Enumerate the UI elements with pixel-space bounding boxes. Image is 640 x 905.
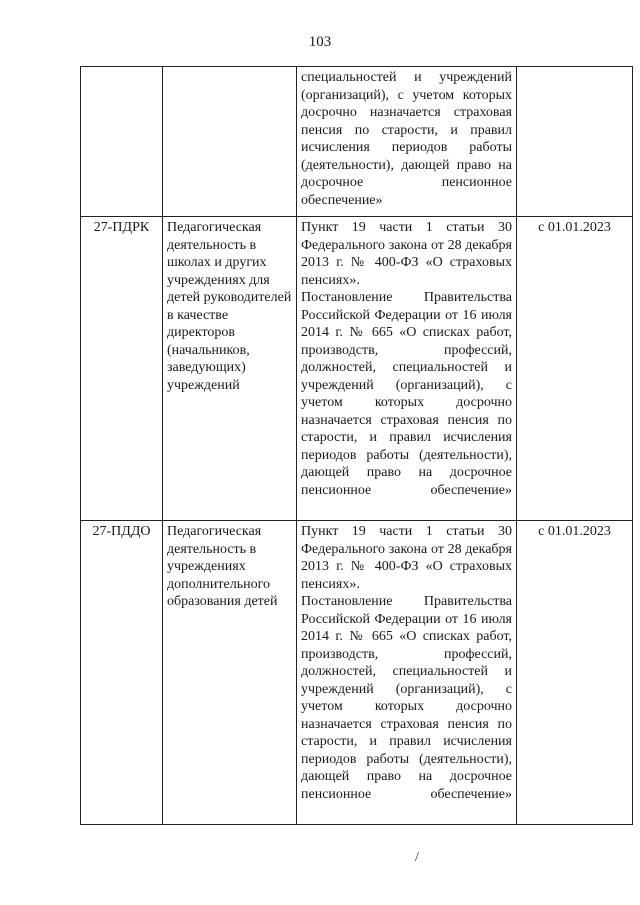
code-cell: 27-ПДРК — [81, 217, 163, 521]
activity-cell: Педагогическая деятельность в школах и других учреждениях для детей руководителей в качестве директоров (начальников, заведующих) учреждений — [163, 217, 297, 521]
table-row — [81, 521, 633, 825]
law-reference: Пункт 19 части 1 статьи 30 Федерального закона от 28 декабря 2013 г. № 400-ФЗ «О страховых пенсиях». — [301, 524, 512, 592]
legal-basis-cell — [297, 217, 517, 521]
legal-basis-continuation: специальностей и учреждений (организаций), с учетом которых досрочно назначается страховая пенсия по старости, и правил исчисления периодов работы (деятельности), дающей право на досрочное пенсионное обеспечение» — [301, 70, 512, 208]
legal-basis-cell — [297, 67, 517, 217]
activity-cell: Педагогическая деятельность в учреждениях дополнительного образования детей — [163, 521, 297, 825]
law-reference: Пункт 19 части 1 статьи 30 Федерального закона от 28 декабря 2013 г. № 400-ФЗ «О страховых пенсиях». — [301, 220, 512, 288]
date-cell — [517, 67, 633, 217]
effective-date: с 01.01.2023 — [517, 217, 633, 521]
handwritten-mark: / — [415, 850, 419, 865]
code-cell: 27-ПДДО — [81, 521, 163, 825]
code-cell — [81, 67, 163, 217]
activity-cell — [163, 67, 297, 217]
table-row-continuation — [81, 67, 633, 217]
pension-codes-table — [80, 66, 633, 825]
table-row — [81, 217, 633, 521]
legal-basis-cell — [297, 521, 517, 825]
page-number: 103 — [308, 34, 332, 50]
decree-reference: Постановление Правительства Российской Федерации от 16 июля 2014 г. № 665 «О списках работ, производств, профессий, должностей, специальностей и учреждений (организаций), с учетом которых досрочно назначается страховая пенсия по старости, и правил исчисления периодов работы (деятельности), дающей право на досрочное пенсионное обеспечение» — [301, 594, 512, 802]
decree-reference: Постановление Правительства Российской Федерации от 16 июля 2014 г. № 665 «О списках работ, производств, профессий, должностей, специальностей и учреждений (организаций), с учетом которых досрочно назначается страховая пенсия по старости, и правил исчисления периодов работы (деятельности), дающей право на досрочное пенсионное обеспечение» — [301, 290, 512, 498]
effective-date: с 01.01.2023 — [517, 521, 633, 825]
